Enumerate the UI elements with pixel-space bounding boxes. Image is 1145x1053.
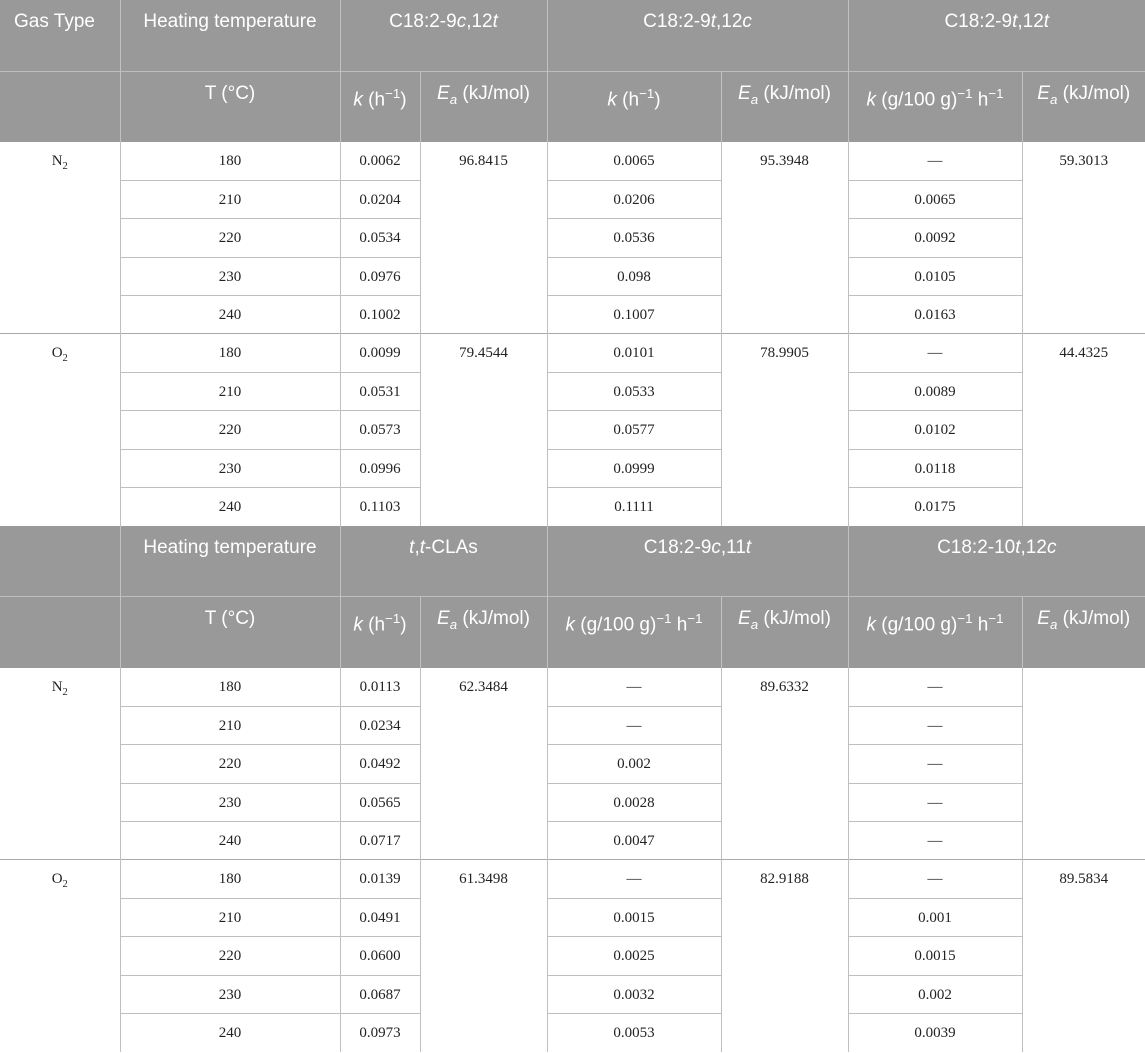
rate-constant-cell: 0.0996 [340,449,420,487]
rate-constant-cell: 0.0065 [848,180,1022,218]
temperature-cell: 210 [120,372,340,410]
table-row [0,411,1145,449]
rate-constant-cell: 0.1111 [547,488,721,526]
rate-constant-cell: 0.0717 [340,821,420,859]
temperature-cell: 230 [120,257,340,295]
rate-constant-cell: 0.1103 [340,488,420,526]
compound-header: C18:2-10t,12c [848,526,1145,597]
rate-constant-cell: 0.1007 [547,296,721,334]
activation-energy-header: $E_a$ (kJ/mol) [420,71,547,142]
gas-type-cell: $N_2$ [51,153,68,172]
temperature-cell: 230 [120,975,340,1013]
rate-constant-cell: 0.0163 [848,296,1022,334]
temperature-cell: 240 [120,488,340,526]
rate-constant-cell: 0.0053 [547,1013,721,1051]
rate-constant-header: k $(h^{-1})$ [547,71,721,142]
rate-constant-cell: 0.0113 [340,668,420,706]
header-row-sub [0,597,1145,668]
rate-constant-cell: 0.098 [547,257,721,295]
table-row [0,296,1145,334]
activation-energy-cell: 59.3013 [1022,142,1145,334]
gas-type-header: Gas Type [0,0,120,71]
rate-constant-cell: 0.0577 [547,411,721,449]
rate-constant-header: k (g/100 g)$^{-1}$ $h^{-1}$ [848,597,1022,668]
activation-energy-cell [1022,668,1145,860]
activation-energy-header: $E_a$ (kJ/mol) [1022,71,1145,142]
rate-constant-cell: 0.0687 [340,975,420,1013]
activation-energy-header: $E_a$ (kJ/mol) [721,71,848,142]
header-row-top [0,526,1145,597]
activation-energy-cell: 96.8415 [420,142,547,334]
rate-constant-cell: 0.0099 [340,334,420,372]
compound-header: C18:2-9c,12t [340,0,547,71]
rate-constant-cell: 0.0047 [547,821,721,859]
gas-type-cell: $O_2$ [0,334,120,526]
temperature-cell: 230 [120,783,340,821]
temperature-cell: 240 [120,296,340,334]
activation-energy-cell: 89.5834 [1022,860,1145,1052]
rate-constant-cell: — [547,860,721,898]
temperature-cell: 210 [120,180,340,218]
compound-header: C18:2-9c,11t [547,526,848,597]
rate-constant-cell: 0.0025 [547,937,721,975]
rate-constant-cell: 0.0032 [547,975,721,1013]
table-row [0,898,1145,936]
activation-energy-cell: 82.9188 [721,860,848,1052]
rate-constant-cell: 0.0028 [547,783,721,821]
activation-energy-cell: 89.6332 [721,668,848,860]
rate-constant-cell: — [547,668,721,706]
activation-energy-cell: 61.3498 [420,860,547,1052]
temperature-cell: 240 [120,821,340,859]
rate-constant-cell: 0.0139 [340,860,420,898]
rate-constant-cell: 0.0565 [340,783,420,821]
rate-constant-cell: 0.0089 [848,372,1022,410]
table-row [0,257,1145,295]
table-row [0,745,1145,783]
activation-energy-cell: 79.4544 [420,334,547,526]
rate-constant-cell: — [848,334,1022,372]
temperature-cell: 240 [120,1013,340,1051]
compound-header: t,t-CLAs [340,526,547,597]
rate-constant-cell: 0.0062 [340,142,420,180]
rate-constant-cell: 0.0039 [848,1013,1022,1051]
rate-constant-cell: 0.0101 [547,334,721,372]
rate-constant-header: k $(h^{-1})$ [340,71,420,142]
table-row [0,821,1145,859]
rate-constant-cell: 0.0015 [848,937,1022,975]
table-row [0,668,1145,706]
rate-constant-cell: 0.0531 [340,372,420,410]
header-row-sub [0,71,1145,142]
rate-constant-cell: 0.0491 [340,898,420,936]
activation-energy-header: $E_a$ (kJ/mol) [420,597,547,668]
rate-constant-cell: 0.1002 [340,296,420,334]
rate-constant-cell: 0.0102 [848,411,1022,449]
table-row [0,219,1145,257]
rate-constant-cell: 0.0118 [848,449,1022,487]
table-row [0,860,1145,898]
rate-constant-cell: 0.0536 [547,219,721,257]
rate-constant-cell: — [547,706,721,744]
rate-constant-cell: 0.0234 [340,706,420,744]
activation-energy-header: $E_a$ (kJ/mol) [721,597,848,668]
table-row [0,372,1145,410]
rate-constant-cell: — [848,745,1022,783]
rate-constant-cell: — [848,142,1022,180]
activation-energy-cell: 44.4325 [1022,334,1145,526]
rate-constant-cell: 0.0092 [848,219,1022,257]
rate-constant-cell: — [848,821,1022,859]
rate-constant-cell: 0.001 [848,898,1022,936]
table-row [0,975,1145,1013]
rate-constant-header: k (g/100 g)$^{-1}$ $h^{-1}$ [547,597,721,668]
rate-constant-cell: 0.0105 [848,257,1022,295]
table-row [0,783,1145,821]
table-row [0,937,1145,975]
compound-header: C18:2-9t,12t [848,0,1145,71]
rate-constant-cell: 0.0492 [340,745,420,783]
rate-constant-cell: — [848,783,1022,821]
table-row [0,334,1145,372]
rate-constant-header: k (g/100 g)$^{-1}$ $h^{-1}$ [848,71,1022,142]
gas-type-header [0,526,120,597]
rate-constant-cell: 0.0206 [547,180,721,218]
table-row [0,142,1145,180]
temperature-cell: 210 [120,898,340,936]
temperature-unit-header: T (°C) [120,71,340,142]
rate-constant-cell: 0.0204 [340,180,420,218]
heating-temperature-header: Heating temperature [120,526,340,597]
temperature-cell: 230 [120,449,340,487]
rate-constant-header: k $(h^{-1})$ [340,597,420,668]
table-row [0,1013,1145,1051]
temperature-cell: 220 [120,219,340,257]
header-row-top [0,0,1145,71]
compound-header: C18:2-9t,12c [547,0,848,71]
rate-constant-cell: 0.0573 [340,411,420,449]
rate-constant-cell: 0.0976 [340,257,420,295]
rate-constant-cell: — [848,706,1022,744]
temperature-cell: 180 [120,334,340,372]
rate-constant-cell: 0.0533 [547,372,721,410]
temperature-cell: 210 [120,706,340,744]
activation-energy-cell: 62.3484 [420,668,547,860]
rate-constant-cell: 0.0973 [340,1013,420,1051]
temperature-cell: 180 [120,860,340,898]
heating-temperature-header: Heating temperature [120,0,340,71]
gas-type-subheader [0,71,120,142]
rate-constant-cell: 0.0015 [547,898,721,936]
table-row [0,488,1145,526]
rate-constant-cell: 0.0600 [340,937,420,975]
gas-type-cell: $O_2$ [0,860,120,1052]
activation-energy-cell: 95.3948 [721,142,848,334]
rate-constant-cell: 0.0534 [340,219,420,257]
temperature-cell: 220 [120,745,340,783]
temperature-cell: 180 [120,142,340,180]
table-row [0,706,1145,744]
temperature-cell: 180 [120,668,340,706]
rate-constant-cell: — [848,860,1022,898]
rate-constant-cell: 0.0065 [547,142,721,180]
temperature-cell: 220 [120,411,340,449]
table-row [0,180,1145,218]
table-row [0,449,1145,487]
activation-energy-header: $E_a$ (kJ/mol) [1022,597,1145,668]
rate-constant-cell: 0.0175 [848,488,1022,526]
rate-constant-cell: 0.002 [848,975,1022,1013]
gas-type-cell: $N_2$ [51,678,68,698]
temperature-unit-header: T (°C) [120,597,340,668]
rate-constant-cell: 0.0999 [547,449,721,487]
rate-constant-cell: 0.002 [547,745,721,783]
temperature-cell: 220 [120,937,340,975]
activation-energy-cell: 78.9905 [721,334,848,526]
gas-type-subheader [0,597,120,668]
rate-constant-cell: — [848,668,1022,706]
